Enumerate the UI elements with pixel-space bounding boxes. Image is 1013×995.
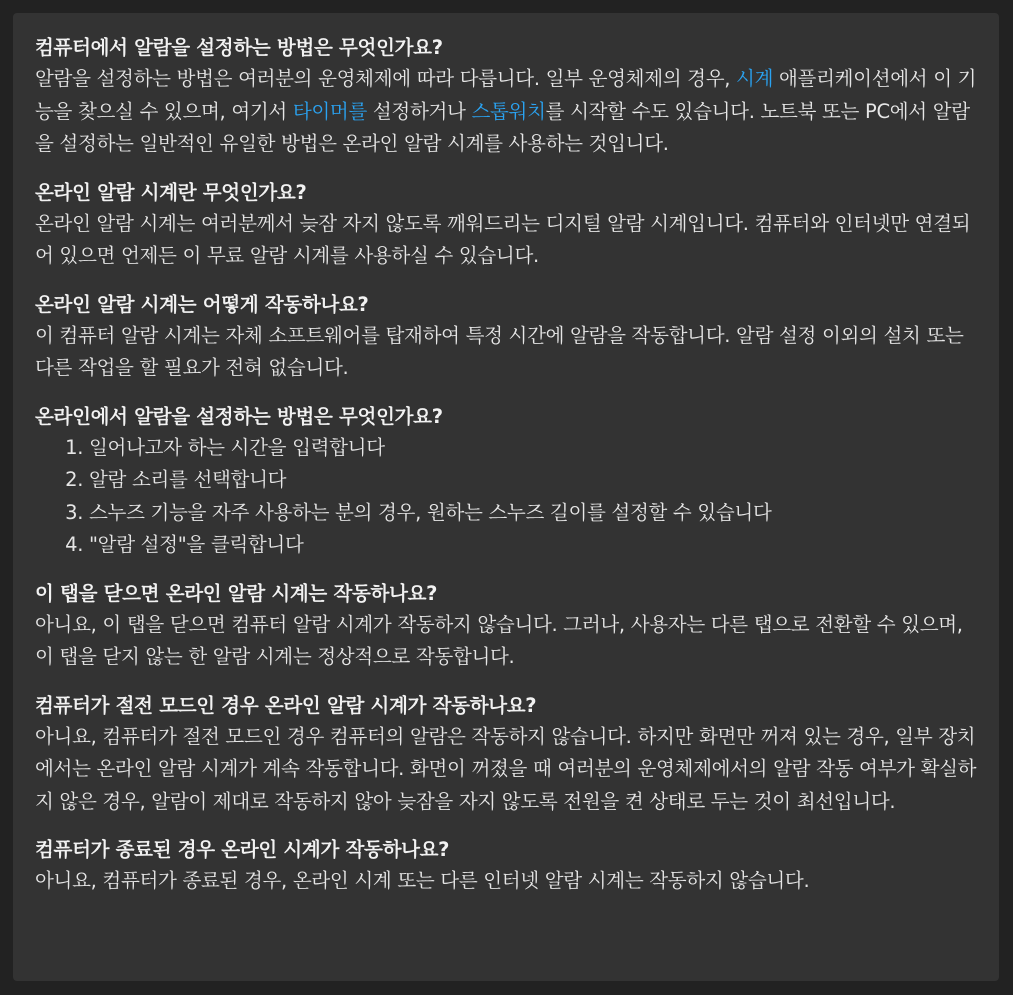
faq-answer: 아니요, 컴퓨터가 절전 모드인 경우 컴퓨터의 알람은 작동하지 않습니다. 하지만 화면만 꺼져 있는 경우, 일부 장치에서는 온라인 알람 시계가 계속 작동합니다. 화면이 꺼졌을 때 여러분의 운영체제에서의 알람 작동 여부가 확실하지 않은 경우, 알람이 제대로 작동하지 않아 늦잠을 자지 않도록 전원을 켠 상태로 두는 것이 최선입니다. [35, 724, 977, 813]
timer-link[interactable]: 타이머를 [292, 99, 367, 123]
list-item: 4. "알람 설정"을 클릭합니다 [89, 529, 977, 562]
faq-panel [13, 13, 999, 981]
faq-item-how-it-works [35, 290, 977, 385]
faq-answer: 이 컴퓨터 알람 시계는 자체 소프트웨어를 탑재하여 특정 시간에 알람을 작동합니다. 알람 설정 이외의 설치 또는 다른 작업을 할 필요가 전혀 없습니다. [35, 323, 964, 379]
answer-text: 알람을 설정하는 방법은 여러분의 운영체제에 따라 다릅니다. 일부 운영체제의 경우, [35, 67, 737, 90]
answer-text: 를 시작할 수도 있습니다. 노트북 또는 PC에서 알람을 설정하는 일반적인 유일한 방법은 온라인 알람 시계를 사용하는 것입니다. [35, 99, 970, 155]
faq-item-set-alarm-online [35, 402, 977, 562]
answer-text: 설정하거나 [367, 99, 472, 123]
faq-question: 온라인 알람 시계란 무엇인가요? [35, 180, 307, 204]
faq-answer [35, 63, 977, 161]
faq-question: 컴퓨터가 절전 모드인 경우 온라인 알람 시계가 작동하나요? [35, 693, 537, 717]
faq-item-sleep-mode [35, 691, 977, 819]
faq-question: 온라인 알람 시계는 어떻게 작동하나요? [35, 292, 369, 316]
steps-list [35, 432, 977, 562]
list-item: 3. 스누즈 기능을 자주 사용하는 분의 경우, 원하는 스누즈 길이를 설정할 수 있습니다 [89, 497, 977, 530]
faq-answer: 아니요, 이 탭을 닫으면 컴퓨터 알람 시계가 작동하지 않습니다. 그러나, 사용자는 다른 탭으로 전환할 수 있으며, 이 탭을 닫지 않는 한 알람 시계는 정상적으로 작동합니다. [35, 612, 963, 668]
faq-item-shutdown [35, 835, 977, 898]
list-item: 2. 알람 소리를 선택합니다 [89, 464, 977, 497]
faq-question: 컴퓨터가 종료된 경우 온라인 시계가 작동하나요? [35, 838, 450, 861]
stopwatch-link[interactable]: 스톱워치 [471, 99, 546, 123]
faq-answer: 아니요, 컴퓨터가 종료된 경우, 온라인 시계 또는 다른 인터넷 알람 시계는 작동하지 않습니다. [35, 869, 810, 892]
answer-text: 애플리케이션에서 이 기능을 찾으실 수 있으며, 여기서 [35, 67, 977, 123]
clock-link[interactable]: 시계 [736, 67, 774, 90]
faq-answer: 온라인 알람 시계는 여러분께서 늦잠 자지 않도록 깨워드리는 디지털 알람 시계입니다. 컴퓨터와 인터넷만 연결되어 있으면 언제든 이 무료 알람 시계를 사용하실 수 있습니다. [35, 211, 971, 267]
faq-question: 컴퓨터에서 알람을 설정하는 방법은 무엇인가요? [35, 36, 443, 59]
faq-item-what-is-online-alarm [35, 178, 977, 273]
faq-item-set-alarm-computer [35, 33, 977, 161]
faq-question: 온라인에서 알람을 설정하는 방법은 무엇인가요? [35, 404, 443, 428]
list-item: 1. 일어나고자 하는 시간을 입력합니다 [89, 432, 977, 465]
faq-item-close-tab [35, 579, 977, 674]
faq-question: 이 탭을 닫으면 온라인 알람 시계는 작동하나요? [35, 581, 438, 605]
